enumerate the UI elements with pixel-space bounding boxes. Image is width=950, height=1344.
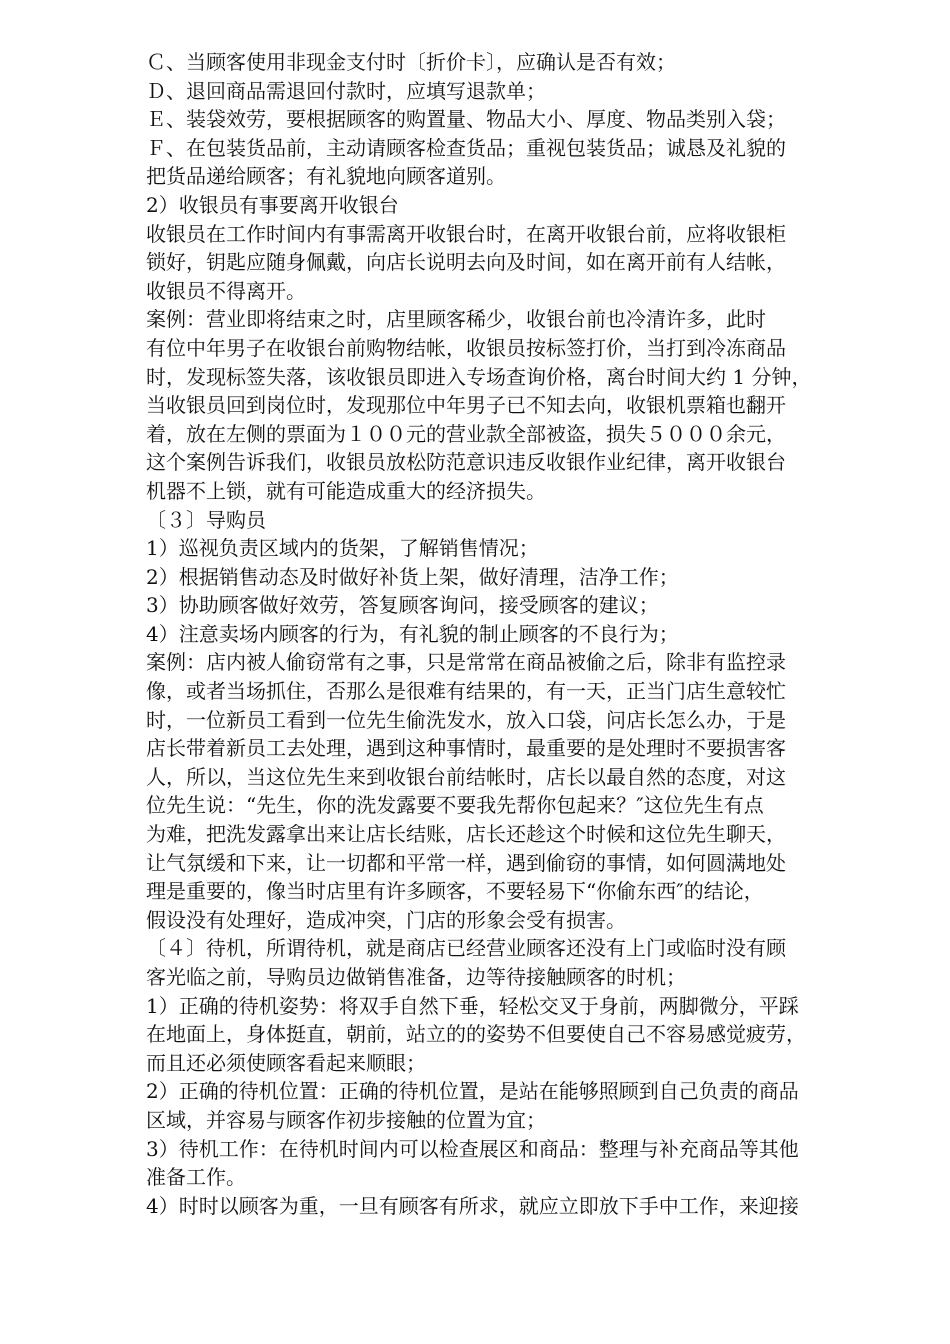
list-item: 2）正确的待机位置：正确的待机位置，是站在能够照顾到自己负责的商品	[146, 1079, 799, 1104]
text-line: Ｆ、在包装货品前，主动请顾客检查货品；重视包装货品；诚恳及礼貌的	[146, 135, 786, 160]
document-body	[146, 48, 876, 1220]
case-text-line: 让气氛缓和下来，让一切都和平常一样，遇到偷窃的事情，如何圆满地处	[146, 850, 786, 875]
section-heading: 〔４〕待机，所谓待机，就是商店已经营业顾客还没有上门或临时没有顾	[146, 936, 786, 961]
text-line: 客光临之前，导购员边做销售准备，边等待接触顾客的时机；	[146, 965, 686, 989]
list-item: 区域，并容易与顾客作初步接触的位置为宜；	[146, 1107, 546, 1132]
case-text-line: 理是重要的，像当时店里有许多顾客，不要轻易下“你偷东西″的结论，	[146, 879, 764, 904]
text-line: Ｅ、装袋效劳，要根据顾客的购置量、物品大小、厚度、物品类别入袋；	[146, 107, 786, 132]
list-item: 1）巡视负责区域内的货架，了解销售情况；	[146, 536, 539, 561]
text-line: Ｄ、退回商品需退回付款时，应填写退款单；	[146, 78, 546, 103]
list-item: 4）时时以顾客为重，一旦有顾客有所求，就应立即放下手中工作，来迎接	[146, 1193, 799, 1218]
list-item: 2）根据销售动态及时做好补货上架，做好清理，洁净工作；	[146, 564, 679, 589]
case-text-line: 假设没有处理好，造成冲突，门店的形象会受有损害。	[146, 907, 626, 932]
case-text-line: 案例：店内被人偷窃常有之事，只是常常在商品被偷之后，除非有监控录	[146, 650, 786, 675]
text-line: 收银员在工作时间内有事需离开收银台时，在离开收银台前，应将收银柜	[146, 221, 786, 246]
case-text-line: 为难，把洗发露拿出来让店长结账，店长还趁这个时候和这位先生聊天，	[146, 822, 786, 847]
case-text-line: 机器不上锁，就有可能造成重大的经济损失。	[146, 478, 546, 503]
list-item: 3）协助顾客做好效劳，答复顾客询问，接受顾客的建议；	[146, 593, 659, 618]
list-item: 在地面上，身体挺直，朝前，站立的的姿势不但要使自己不容易感觉疲劳，	[146, 1022, 806, 1047]
list-item: 4）注意卖场内顾客的行为，有礼貌的制止顾客的不良行为；	[146, 621, 679, 646]
case-text-line: 这个案例告诉我们，收银员放松防范意识违反收银作业纪律，离开收银台	[146, 450, 786, 475]
list-item: 1）正确的待机姿势：将双手自然下垂，轻松交叉于身前，两脚微分，平踩	[146, 993, 799, 1018]
text-line: 收银员不得离开。	[146, 278, 306, 303]
list-item: 而且还必须使顾客看起来顺眼；	[146, 1050, 426, 1075]
case-text-line: 店长带着新员工去处理，遇到这种事情时，最重要的是处理时不要损害客	[146, 736, 786, 761]
list-item: 3）待机工作：在待机时间内可以检查展区和商品：整理与补充商品等其他	[146, 1136, 799, 1161]
case-text-line: 时，发现标签失落，该收银员即进入专场查询价格，离台时间大约 1 分钟，	[146, 364, 812, 389]
section-heading: 2）收银员有事要离开收银台	[146, 192, 399, 217]
case-text-line: 位先生说：“先生，你的洗发露要不要我先帮你包起来？″这位先生有点	[146, 793, 764, 818]
case-text-line: 时，一位新员工看到一位先生偷洗发水，放入口袋，问店长怎么办，于是	[146, 707, 786, 732]
case-text-line: 当收银员回到岗位时，发现那位中年男子已不知去向，收银机票箱也翻开	[146, 393, 786, 418]
section-heading: 〔３〕导购员	[146, 507, 266, 532]
case-text-line: 案例：营业即将结束之时，店里顾客稀少，收银台前也冷清许多，此时	[146, 307, 766, 332]
text-line: 锁好，钥匙应随身佩戴，向店长说明去向及时间，如在离开前有人结帐，	[146, 250, 786, 275]
text-line: Ｃ、当顾客使用非现金支付时〔折价卡〕，应确认是否有效；	[146, 50, 676, 74]
list-item: 准备工作。	[146, 1165, 246, 1190]
case-text-line: 有位中年男子在收银台前购物结帐，收银员按标签打价，当打到冷冻商品	[146, 335, 786, 360]
case-text-line: 像，或者当场抓住，否那么是很难有结果的，有一天，正当门店生意较忙	[146, 679, 786, 704]
text-line: 把货品递给顾客；有礼貌地向顾客道别。	[146, 164, 506, 189]
case-text-line: 着，放在左侧的票面为１００元的营业款全部被盗，损失５０００余元，	[146, 421, 786, 446]
case-text-line: 人，所以，当这位先生来到收银台前结帐时，店长以最自然的态度，对这	[146, 764, 786, 789]
